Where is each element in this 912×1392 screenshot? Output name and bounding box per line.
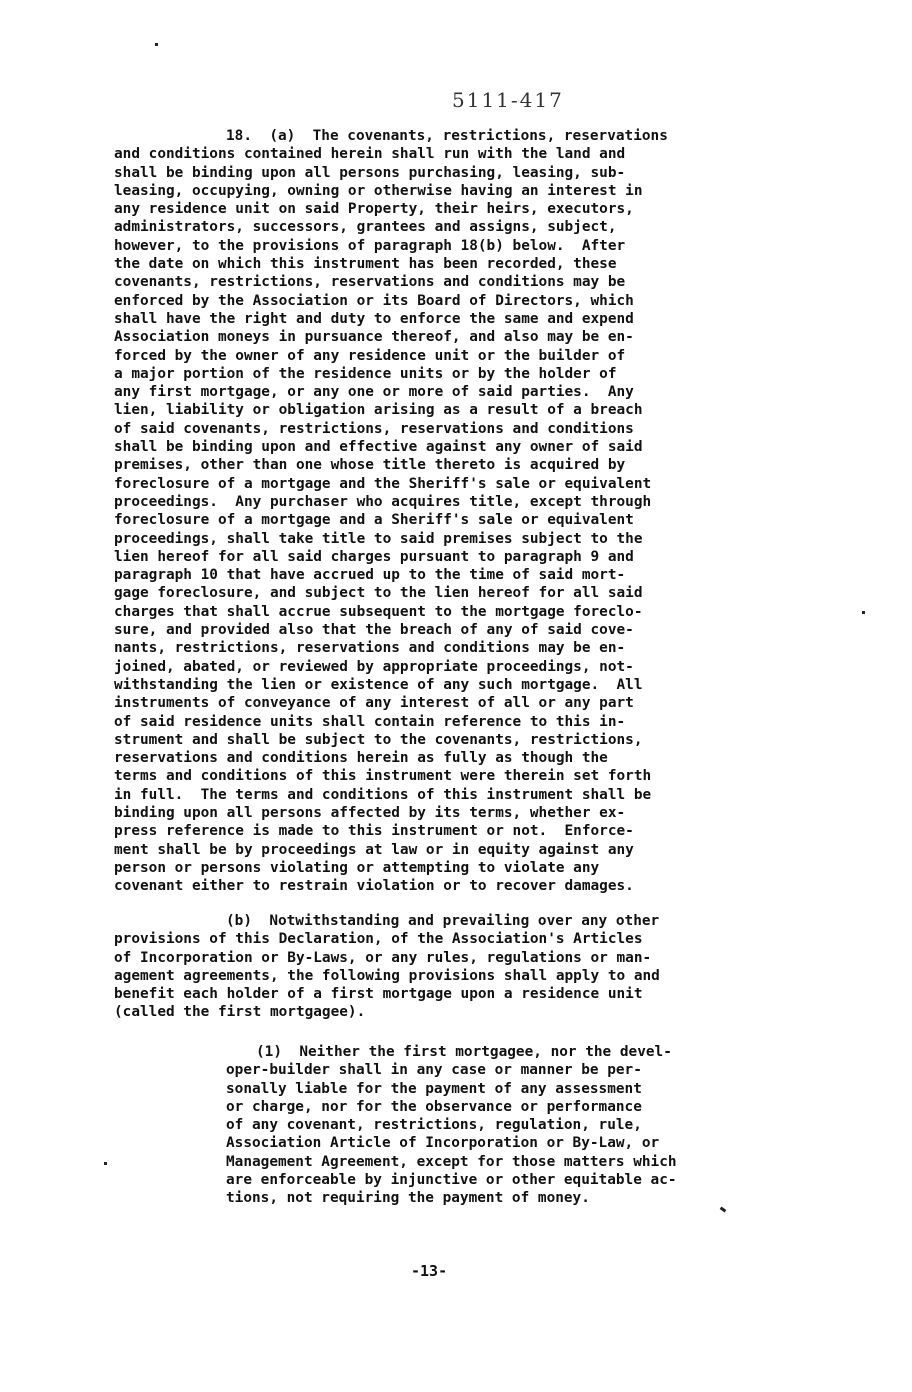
text-line: or charge, nor for the observance or performance — [226, 1098, 642, 1115]
text-line: Management Agreement, except for those matters which — [226, 1153, 677, 1170]
speck-mark — [104, 1162, 107, 1165]
paragraph-18b-1 — [226, 1043, 806, 1208]
page-number: -13- — [411, 1262, 448, 1280]
text-line: charges that shall accrue subsequent to the mortgage foreclo- — [114, 603, 643, 620]
text-line: of any covenant, restrictions, regulation, rule, — [226, 1117, 642, 1134]
text-line: 18. (a) The covenants, restrictions, reservations — [226, 128, 668, 144]
document-number: 5111-417 — [452, 88, 564, 112]
speck-mark — [862, 611, 865, 614]
text-line: provisions of this Declaration, of the Association's Articles — [114, 931, 643, 948]
text-line: any residence unit on said Property, their heirs, executors, — [114, 201, 634, 218]
text-line: of said covenants, restrictions, reservations and conditions — [114, 420, 634, 437]
text-line: oper-builder shall in any case or manner be per- — [226, 1062, 642, 1079]
text-line: shall be binding upon and effective against any owner of said — [114, 439, 643, 456]
text-line: and conditions contained herein shall run with the land and — [114, 146, 626, 163]
text-line: in full. The terms and conditions of this instrument shall be — [114, 786, 652, 803]
text-line: paragraph 10 that have accrued up to the time of said mort- — [114, 567, 626, 584]
speck-mark — [155, 43, 158, 46]
text-line: Association moneys in pursuance thereof, and also may be en- — [114, 329, 634, 346]
text-line: any first mortgage, or any one or more of said parties. Any — [114, 384, 634, 401]
text-line: reservations and conditions herein as fully as though the — [114, 750, 608, 767]
text-line: gage foreclosure, and subject to the lien hereof for all said — [114, 585, 643, 602]
text-line: shall have the right and duty to enforce the same and expend — [114, 310, 634, 327]
text-line: are enforceable by injunctive or other equitable ac- — [226, 1172, 677, 1189]
text-line: of Incorporation or By-Laws, or any rules, regulations or man- — [114, 949, 652, 966]
text-line: person or persons violating or attempting to violate any — [114, 859, 600, 876]
text-line: benefit each holder of a first mortgage upon a residence unit — [114, 986, 643, 1003]
text-line: joined, abated, or reviewed by appropriate proceedings, not- — [114, 658, 634, 675]
text-line: press reference is made to this instrument or not. Enforce- — [114, 823, 634, 840]
text-line: a major portion of the residence units or by the holder of — [114, 365, 617, 382]
text-line: lien, liability or obligation arising as a result of a breach — [114, 402, 643, 419]
text-line: covenant either to restrain violation or to recover damages. — [114, 878, 634, 895]
text-line: terms and conditions of this instrument were therein set forth — [114, 768, 652, 785]
text-line: (b) Notwithstanding and prevailing over any other — [226, 913, 660, 929]
text-line: sure, and provided also that the breach of any of said cove- — [114, 622, 634, 639]
text-line: foreclosure of a mortgage and the Sheriff's sale or equivalent — [114, 475, 652, 492]
text-line: leasing, occupying, owning or otherwise having an interest in — [114, 182, 643, 199]
text-line: proceedings, shall take title to said premises subject to the — [114, 530, 643, 547]
text-line: foreclosure of a mortgage and a Sheriff's sale or equivalent — [114, 512, 634, 529]
paragraph-18a — [114, 127, 804, 895]
text-line: premises, other than one whose title thereto is acquired by — [114, 457, 626, 474]
text-line: instruments of conveyance of any interest of all or any part — [114, 695, 634, 712]
text-line: Association Article of Incorporation or By-Law, or — [226, 1135, 660, 1152]
text-line: shall be binding upon all persons purchasing, leasing, sub- — [114, 164, 626, 181]
text-line: agement agreements, the following provisions shall apply to and — [114, 967, 660, 984]
text-line: strument and shall be subject to the covenants, restrictions, — [114, 731, 643, 748]
text-line: nants, restrictions, reservations and conditions may be en- — [114, 640, 626, 657]
text-line: binding upon all persons affected by its terms, whether ex- — [114, 804, 626, 821]
text-line: proceedings. Any purchaser who acquires title, except through — [114, 493, 652, 510]
text-line: the date on which this instrument has been recorded, these — [114, 256, 617, 273]
text-line: ment shall be by proceedings at law or in equity against any — [114, 841, 634, 858]
text-line: administrators, successors, grantees and assigns, subject, — [114, 219, 617, 236]
text-line: covenants, restrictions, reservations and conditions may be — [114, 274, 626, 291]
text-line: of said residence units shall contain reference to this in- — [114, 713, 626, 730]
text-line: lien hereof for all said charges pursuant to paragraph 9 and — [114, 548, 634, 565]
paragraph-18b — [114, 912, 804, 1022]
text-line: (1) Neither the first mortgagee, nor the devel- — [256, 1044, 672, 1060]
text-line: sonally liable for the payment of any assessment — [226, 1080, 642, 1097]
text-line: (called the first mortgagee). — [114, 1004, 366, 1021]
text-line: forced by the owner of any residence unit or the builder of — [114, 347, 626, 364]
text-line: however, to the provisions of paragraph 18(b) below. After — [114, 237, 626, 254]
text-line: enforced by the Association or its Board of Directors, which — [114, 292, 634, 309]
text-line: tions, not requiring the payment of money. — [226, 1190, 590, 1207]
text-line: withstanding the lien or existence of any such mortgage. All — [114, 676, 643, 693]
